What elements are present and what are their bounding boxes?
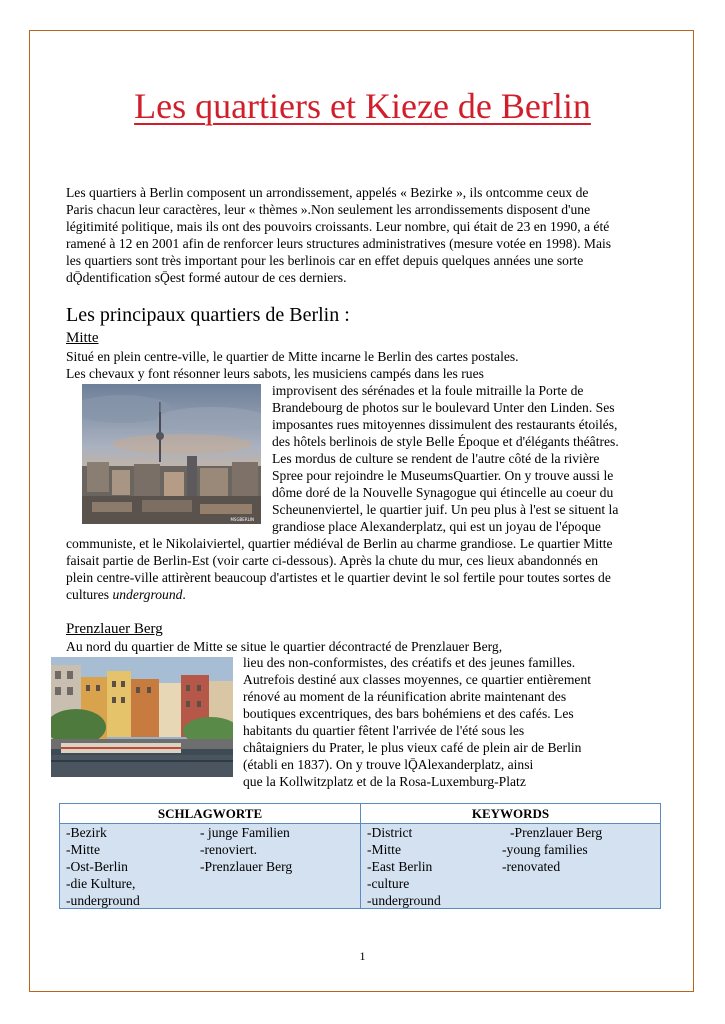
keyword-item: -underground bbox=[367, 893, 441, 908]
prenzlauer-line: Au nord du quartier de Mitte se situe le quartier décontracté de Prenzlauer Berg, bbox=[66, 639, 503, 654]
prenzlauer-line: châtaigniers du Prater, le plus vieux café de plein air de Berlin bbox=[243, 740, 582, 755]
mitte-line: Brandebourg de photos sur le boulevard Unter den Linden. Ses bbox=[272, 400, 615, 415]
mitte-heading: Mitte bbox=[66, 330, 99, 346]
prenzlauer-line: rénové au moment de la réunification abrite maintenant des bbox=[243, 689, 567, 704]
prenzlauer-line: que la Kollwitzplatz et de la Rosa-Luxemburg-Platz bbox=[243, 774, 526, 789]
prenzlauer-line: Autrefois destiné aux classes moyennes, ce quartier entièrement bbox=[243, 672, 592, 687]
keyword-item: -Mitte bbox=[367, 842, 401, 857]
table-header-keywords: KEYWORDS bbox=[361, 804, 660, 824]
mitte-line: Les mordus de culture se rendent de l'autre côté de la rivière bbox=[272, 451, 600, 466]
keyword-item: -Ost-Berlin bbox=[66, 859, 128, 874]
keyword-item: -underground bbox=[66, 893, 140, 908]
mitte-last-suffix: . bbox=[182, 587, 186, 602]
keyword-item: -East Berlin bbox=[367, 859, 433, 874]
underground-emphasis: underground bbox=[112, 587, 183, 602]
intro-line: dǬdentification sǬest formé autour de ces derniers. bbox=[66, 270, 347, 286]
intro-line: légitimité politique, mais ils ont des pouvoirs croissants. Leur nombre, qui était de 23 en 1990, a été bbox=[66, 219, 610, 235]
prenzlauer-line: (établi en 1837). On y trouve lǬAlexanderplatz, ainsi bbox=[243, 757, 534, 772]
mitte-line: plein centre-ville attirèrent beaucoup d'artistes et le quartier devint le sol fertile pour toutes sortes de bbox=[66, 570, 611, 585]
keyword-item: -District bbox=[367, 825, 413, 840]
mitte-line: Situé en plein centre-ville, le quartier de Mitte incarne le Berlin des cartes postales. bbox=[66, 349, 519, 364]
keyword-item: -Prenzlauer Berg bbox=[200, 859, 293, 874]
prenzlauer-line: lieu des non-conformistes, des créatifs et des jeunes familles. bbox=[243, 655, 576, 670]
keyword-item: -Bezirk bbox=[66, 825, 107, 840]
mitte-line: Spree pour rejoindre le MuseumsQuartier. On y trouve aussi le bbox=[272, 468, 614, 483]
keyword-item: - junge Familien bbox=[200, 825, 290, 840]
intro-line: Les quartiers à Berlin composent un arrondissement, appelés « Bezirke », ils ontcomme ceux de bbox=[66, 185, 589, 200]
mitte-line: dôme doré de la Nouvelle Synagogue qui étincelle au coeur du bbox=[272, 485, 614, 500]
page-number: 1 bbox=[359, 949, 366, 963]
mitte-line: grandiose place Alexanderplatz, qui est un joyau de l'époque bbox=[272, 519, 601, 534]
prenzlauer-heading: Prenzlauer Berg bbox=[66, 621, 163, 637]
intro-line: Paris chacun leur caractères, leur « thèmes ».Non seulement les arrondissements disposent d'une bbox=[66, 202, 591, 218]
page-title: Les quartiers et Kieze de Berlin bbox=[134, 86, 591, 126]
keyword-item: -young families bbox=[502, 842, 588, 857]
prenzlauer-line: boutiques excentriques, des bars bohémiens et des cafés. Les bbox=[243, 706, 574, 721]
keywords-table bbox=[59, 803, 661, 909]
keyword-item: -renovated bbox=[502, 859, 561, 874]
keyword-item: -die Kulture, bbox=[66, 876, 136, 891]
keyword-item: -culture bbox=[367, 876, 410, 891]
mitte-skyline-photo bbox=[82, 384, 261, 524]
mitte-line: faisait partie de Berlin-Est (voir carte ci-dessous). Après la chute du mur, ces lieux abandonnés en bbox=[66, 553, 599, 568]
intro-paragraph bbox=[66, 184, 662, 287]
mitte-line: des hôtels berlinois de style Belle Époque et d'élégants théâtres. bbox=[272, 434, 619, 449]
mitte-line: imposantes rues mitoyennes dissimulent des restaurants étoilés, bbox=[272, 417, 618, 432]
prenzlauer-line: habitants du quartier fêtent l'arrivée de l'été sous les bbox=[243, 723, 525, 738]
mitte-line: Les chevaux y font résonner leurs sabots, les musiciens campés dans les rues bbox=[66, 366, 484, 381]
section-heading: Les principaux quartiers de Berlin : bbox=[66, 304, 350, 326]
table-header-schlagworte: SCHLAGWORTE bbox=[60, 804, 360, 824]
intro-line: les quartiers sont très important pour les berlinois car en effet depuis quelques années une sorte bbox=[66, 253, 584, 269]
mitte-line: communiste, et le Nikolaiviertel, quartier médiéval de Berlin au charme grandiose. Le quartier Mitte bbox=[66, 536, 613, 551]
keyword-item: -Mitte bbox=[66, 842, 100, 857]
mitte-last-line bbox=[66, 586, 186, 603]
keyword-item: -Prenzlauer Berg bbox=[510, 825, 603, 840]
keyword-item: -renoviert. bbox=[200, 842, 257, 857]
photo-watermark: MSGBERLIN bbox=[230, 517, 254, 522]
table-divider bbox=[360, 804, 361, 908]
mitte-last-prefix: cultures bbox=[66, 587, 113, 602]
mitte-line: improvisent des sérénades et la foule mitraille la Porte de bbox=[272, 383, 584, 398]
mitte-line: Scheunenviertel, le quartier juif. Un peu plus à l'est se situent la bbox=[272, 502, 619, 517]
intro-line: ramené à 12 en 2001 afin de renforcer leurs structures administratives (mesure votée en 1998). Mais bbox=[66, 236, 612, 252]
prenzlauer-street-photo bbox=[51, 657, 233, 777]
